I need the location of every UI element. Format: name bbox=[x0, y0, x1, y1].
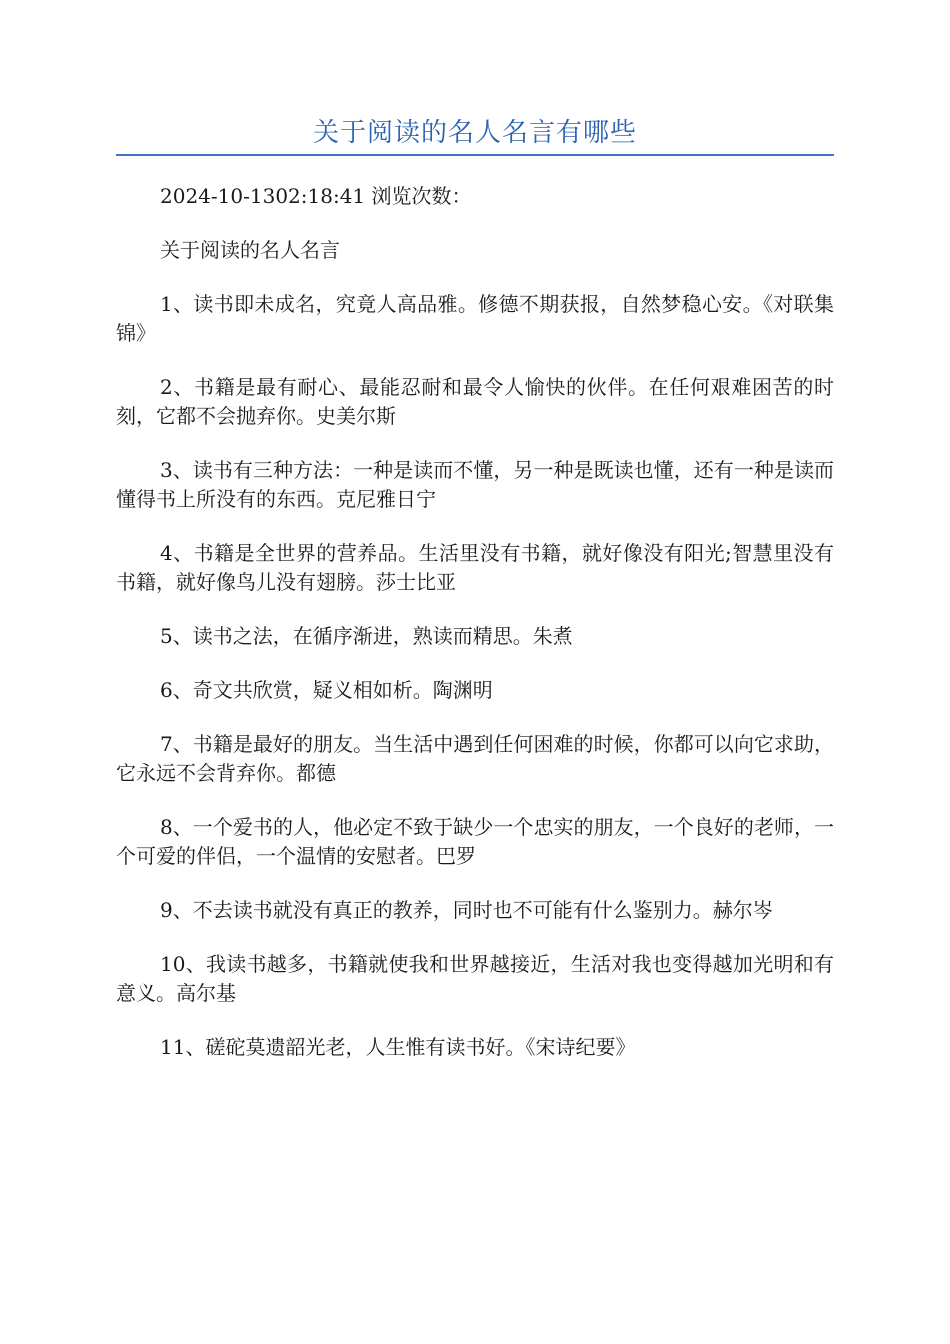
intro-heading: 关于阅读的名人名言 bbox=[160, 238, 340, 262]
quote-item: 10、我读书越多，书籍就使我和世界越接近，生活对我也变得越加光明和有意义。高尔基 bbox=[116, 952, 834, 1005]
quote-item: 8、一个爱书的人，他必定不致于缺少一个忠实的朋友，一个良好的老师，一个可爱的伴侣，一个温情的安慰者。巴罗 bbox=[116, 815, 834, 868]
quote-item: 11、磋砣莫遗韶光老，人生惟有读书好。《宋诗纪要》 bbox=[160, 1035, 636, 1059]
quote-item: 6、奇文共欣赏，疑义相如析。陶渊明 bbox=[160, 678, 493, 702]
quote-item: 7、书籍是最好的朋友。当生活中遇到任何困难的时候，你都可以向它求助，它永远不会背弃你。都德 bbox=[116, 732, 834, 785]
document-title: 关于阅读的名人名言有哪些 bbox=[312, 118, 637, 148]
quote-item: 9、不去读书就没有真正的教养，同时也不可能有什么鉴别力。赫尔岑 bbox=[160, 898, 773, 922]
quote-item: 1、读书即未成名，究竟人高品雅。修德不期获报，自然梦稳心安。《对联集锦》 bbox=[116, 292, 834, 345]
quote-item: 3、读书有三种方法：一种是读而不懂，另一种是既读也懂，还有一种是读而懂得书上所没有的东西。克尼雅日宁 bbox=[116, 458, 834, 511]
document-body bbox=[116, 182, 834, 1062]
quote-item: 5、读书之法，在循序渐进，熟读而精思。朱煮 bbox=[160, 624, 573, 648]
document-page bbox=[116, 112, 834, 1087]
quote-item: 2、书籍是最有耐心、最能忍耐和最令人愉快的伙伴。在任何艰难困苦的时刻，它都不会抛弃你。史美尔斯 bbox=[116, 375, 834, 428]
title-underline bbox=[116, 154, 834, 156]
quote-item: 4、书籍是全世界的营养品。生活里没有书籍，就好像没有阳光;智慧里没有书籍，就好像鸟儿没有翅膀。莎士比亚 bbox=[116, 541, 834, 594]
publish-meta: 2024-10-1302:18:41 浏览次数： bbox=[160, 184, 472, 208]
